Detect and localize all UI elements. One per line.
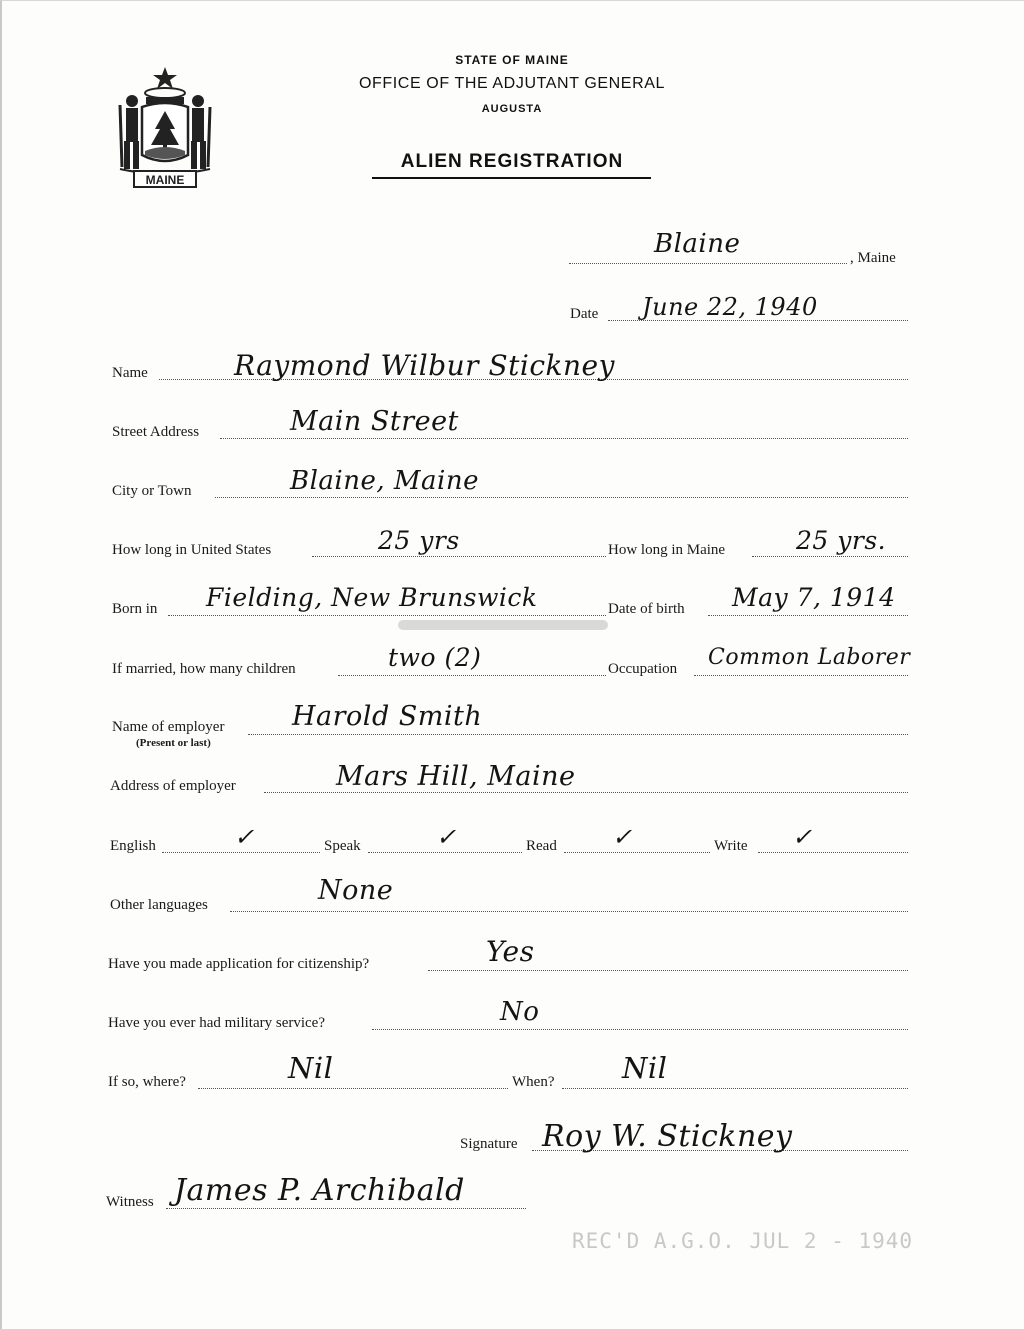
when-label: When?: [512, 1074, 555, 1090]
occupation-value: Common Laborer: [708, 645, 911, 670]
write-line: [758, 852, 908, 853]
title-underline: [372, 177, 651, 179]
children-value: two (2): [388, 643, 482, 672]
born-line: [168, 615, 606, 616]
name-label: Name: [112, 365, 148, 381]
other-lang-label: Other languages: [110, 897, 208, 913]
street-line: [220, 438, 908, 439]
speak-line: [368, 852, 522, 853]
children-label: If married, how many children: [112, 661, 296, 677]
when-value: Nil: [622, 1051, 668, 1085]
name-value: Raymond Wilbur Stickney: [234, 349, 615, 382]
children-line: [338, 675, 606, 676]
emp-addr-line: [264, 792, 908, 793]
born-value: Fielding, New Brunswick: [206, 583, 538, 612]
where-value: Nil: [288, 1051, 334, 1085]
received-stamp: REC'D A.G.O. JUL 2 - 1940: [572, 1229, 914, 1253]
citizenship-value: Yes: [486, 935, 535, 968]
military-value: No: [500, 997, 540, 1027]
english-value: ✓: [234, 823, 255, 851]
read-line: [564, 852, 710, 853]
city-label: City or Town: [112, 483, 192, 499]
header-state: STATE OF MAINE: [455, 53, 569, 67]
read-value: ✓: [612, 823, 633, 851]
us-label: How long in United States: [112, 542, 272, 558]
employer-sub: (Present or last): [136, 737, 211, 749]
where-label: If so, where?: [108, 1074, 186, 1090]
military-line: [372, 1029, 908, 1030]
town-suffix: , Maine: [850, 250, 896, 266]
maine-label: How long in Maine: [608, 542, 726, 558]
occupation-label: Occupation: [608, 661, 678, 677]
occupation-line: [694, 675, 908, 676]
read-label: Read: [526, 838, 557, 854]
header-city: AUGUSTA: [481, 103, 543, 115]
other-lang-line: [230, 911, 908, 912]
town-value: Blaine: [654, 229, 741, 259]
english-label: English: [110, 838, 156, 854]
citizenship-line: [428, 970, 908, 971]
maine-seal-icon: [112, 63, 218, 191]
city-value: Blaine, Maine: [290, 466, 479, 496]
dob-line: [708, 615, 908, 616]
witness-value: James P. Archibald: [174, 1173, 465, 1208]
us-line: [312, 556, 606, 557]
write-label: Write: [714, 838, 748, 854]
born-label: Born in: [112, 601, 158, 617]
date-label: Date: [570, 306, 599, 322]
write-value: ✓: [792, 823, 813, 851]
other-lang-value: None: [318, 875, 394, 906]
when-line: [562, 1088, 908, 1089]
employer-line: [248, 734, 908, 735]
witness-line: [166, 1208, 526, 1209]
dob-label: Date of birth: [608, 601, 685, 617]
city-line: [215, 497, 908, 498]
emp-addr-label: Address of employer: [110, 778, 236, 794]
emp-addr-value: Mars Hill, Maine: [336, 761, 576, 792]
town-line: [569, 263, 847, 264]
street-value: Main Street: [290, 406, 459, 437]
speak-value: ✓: [436, 823, 457, 851]
where-line: [198, 1088, 508, 1089]
header-office: OFFICE OF THE ADJUTANT GENERAL: [358, 75, 666, 92]
military-label: Have you ever had military service?: [108, 1015, 325, 1031]
english-line: [162, 852, 320, 853]
svg-text:MAINE: MAINE: [145, 173, 185, 187]
witness-label: Witness: [106, 1194, 154, 1210]
employer-value: Harold Smith: [292, 701, 483, 732]
street-label: Street Address: [112, 424, 200, 440]
us-value: 25 yrs: [378, 526, 460, 555]
speak-label: Speak: [324, 838, 361, 854]
ink-smudge: [398, 620, 608, 630]
dob-value: May 7, 1914: [732, 583, 896, 612]
employer-label: Name of employer: [112, 719, 225, 735]
maine-line: [752, 556, 908, 557]
form-title: ALIEN REGISTRATION: [400, 151, 624, 172]
citizenship-label: Have you made application for citizenship?: [108, 956, 370, 972]
maine-value: 25 yrs.: [796, 526, 887, 555]
date-value: June 22, 1940: [642, 293, 818, 321]
signature-value: Roy W. Stickney: [542, 1119, 793, 1154]
signature-label: Signature: [460, 1136, 518, 1152]
